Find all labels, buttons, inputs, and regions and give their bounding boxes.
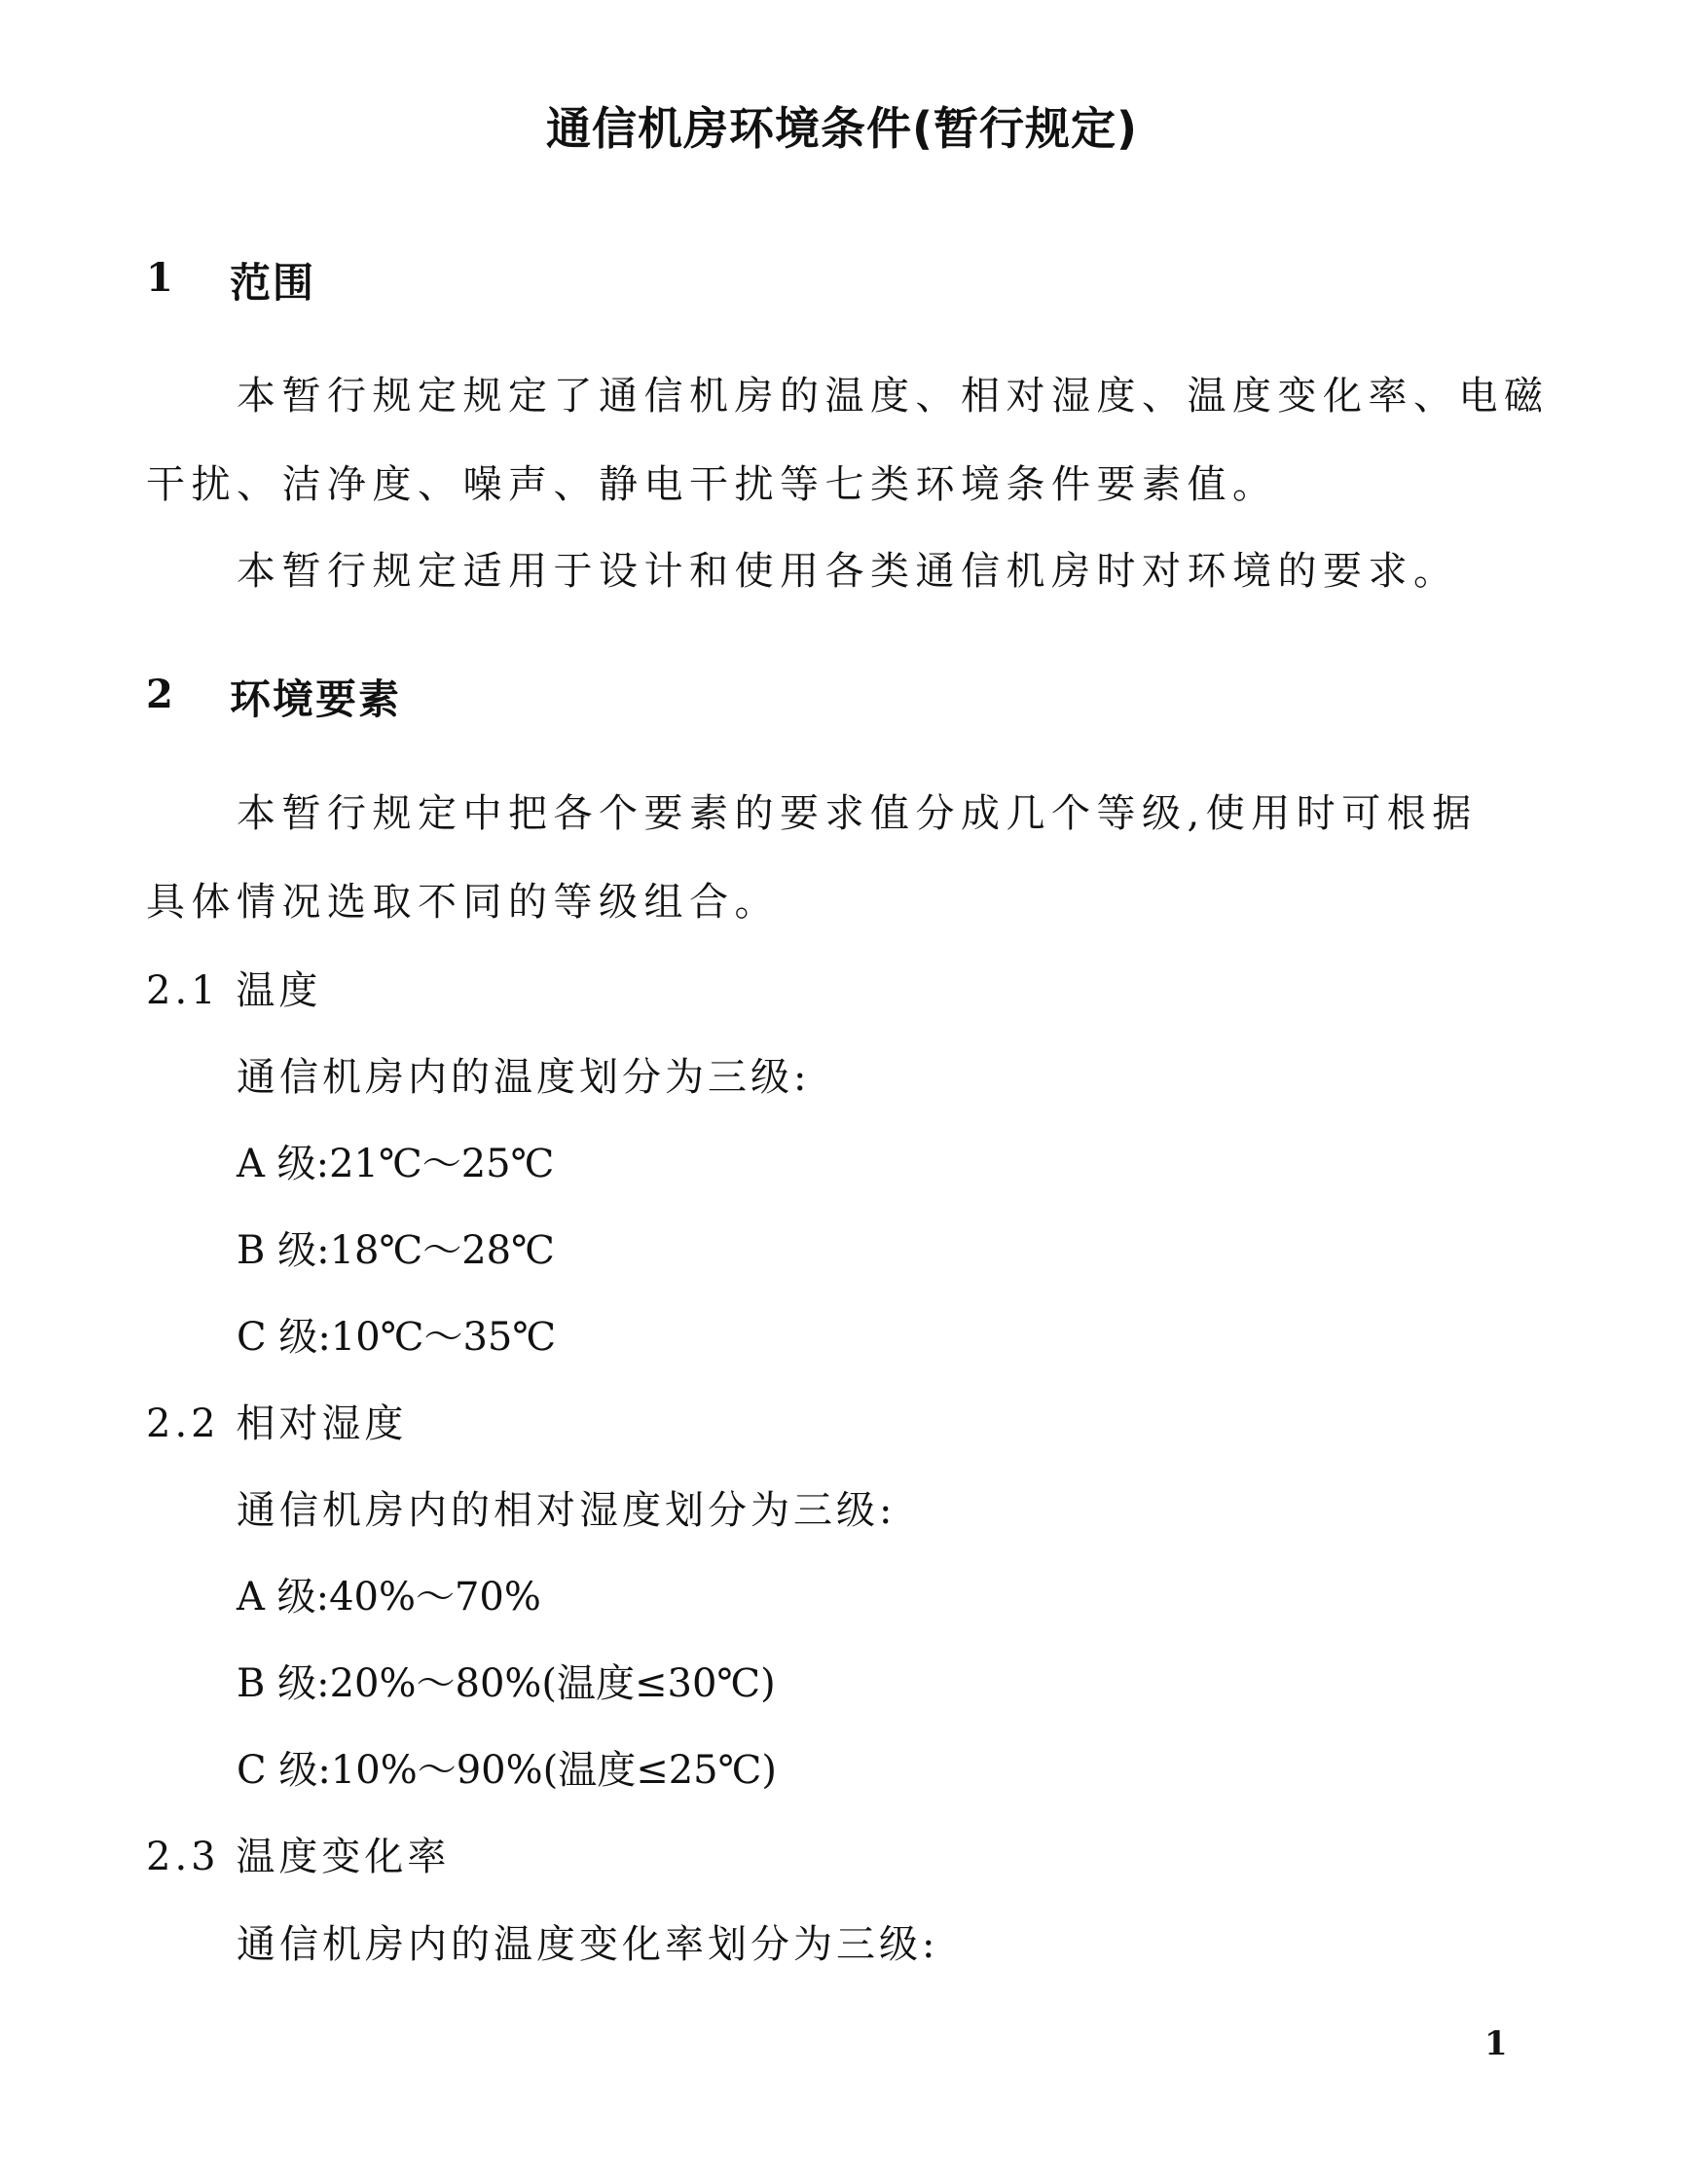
page-number: 1: [1484, 2024, 1508, 2063]
paragraph-line: 本暂行规定规定了通信机房的温度、相对湿度、温度变化率、电磁: [237, 374, 1550, 419]
level-item: C 级:10%～90%(温度≤25℃): [237, 1748, 777, 1793]
level-item: C 级:10℃～35℃: [237, 1315, 557, 1360]
subsection-heading: 2.3 温度变化率: [146, 1835, 451, 1879]
paragraph-line: 本暂行规定中把各个要素的要求值分成几个等级,使用时可根据: [237, 791, 1478, 836]
section-title: 环境要素: [230, 675, 402, 723]
level-item: B 级:20%～80%(温度≤30℃): [237, 1661, 776, 1706]
paragraph-line: 本暂行规定适用于设计和使用各类通信机房时对环境的要求。: [237, 549, 1459, 594]
subsection-intro: 通信机房内的温度变化率划分为三级:: [237, 1922, 939, 1967]
level-item: B 级:18℃～28℃: [237, 1228, 555, 1273]
subsection-heading: 2.2 相对湿度: [146, 1401, 408, 1446]
section-title: 范围: [230, 259, 316, 307]
subsection-intro: 通信机房内的相对湿度划分为三级:: [237, 1488, 897, 1533]
section-number: 2: [146, 672, 173, 717]
subsection-intro: 通信机房内的温度划分为三级:: [237, 1055, 811, 1100]
subsection-heading: 2.1 温度: [146, 968, 322, 1013]
paragraph-line: 具体情况选取不同的等级组合。: [146, 880, 780, 925]
level-item: A 级:40%～70%: [237, 1575, 541, 1620]
document-title: 通信机房环境条件(暂行规定): [545, 102, 1139, 155]
section-number: 1: [146, 255, 173, 301]
paragraph-line: 干扰、洁净度、噪声、静电干扰等七类环境条件要素值。: [146, 462, 1278, 507]
level-item: A 级:21℃～25℃: [237, 1142, 555, 1186]
